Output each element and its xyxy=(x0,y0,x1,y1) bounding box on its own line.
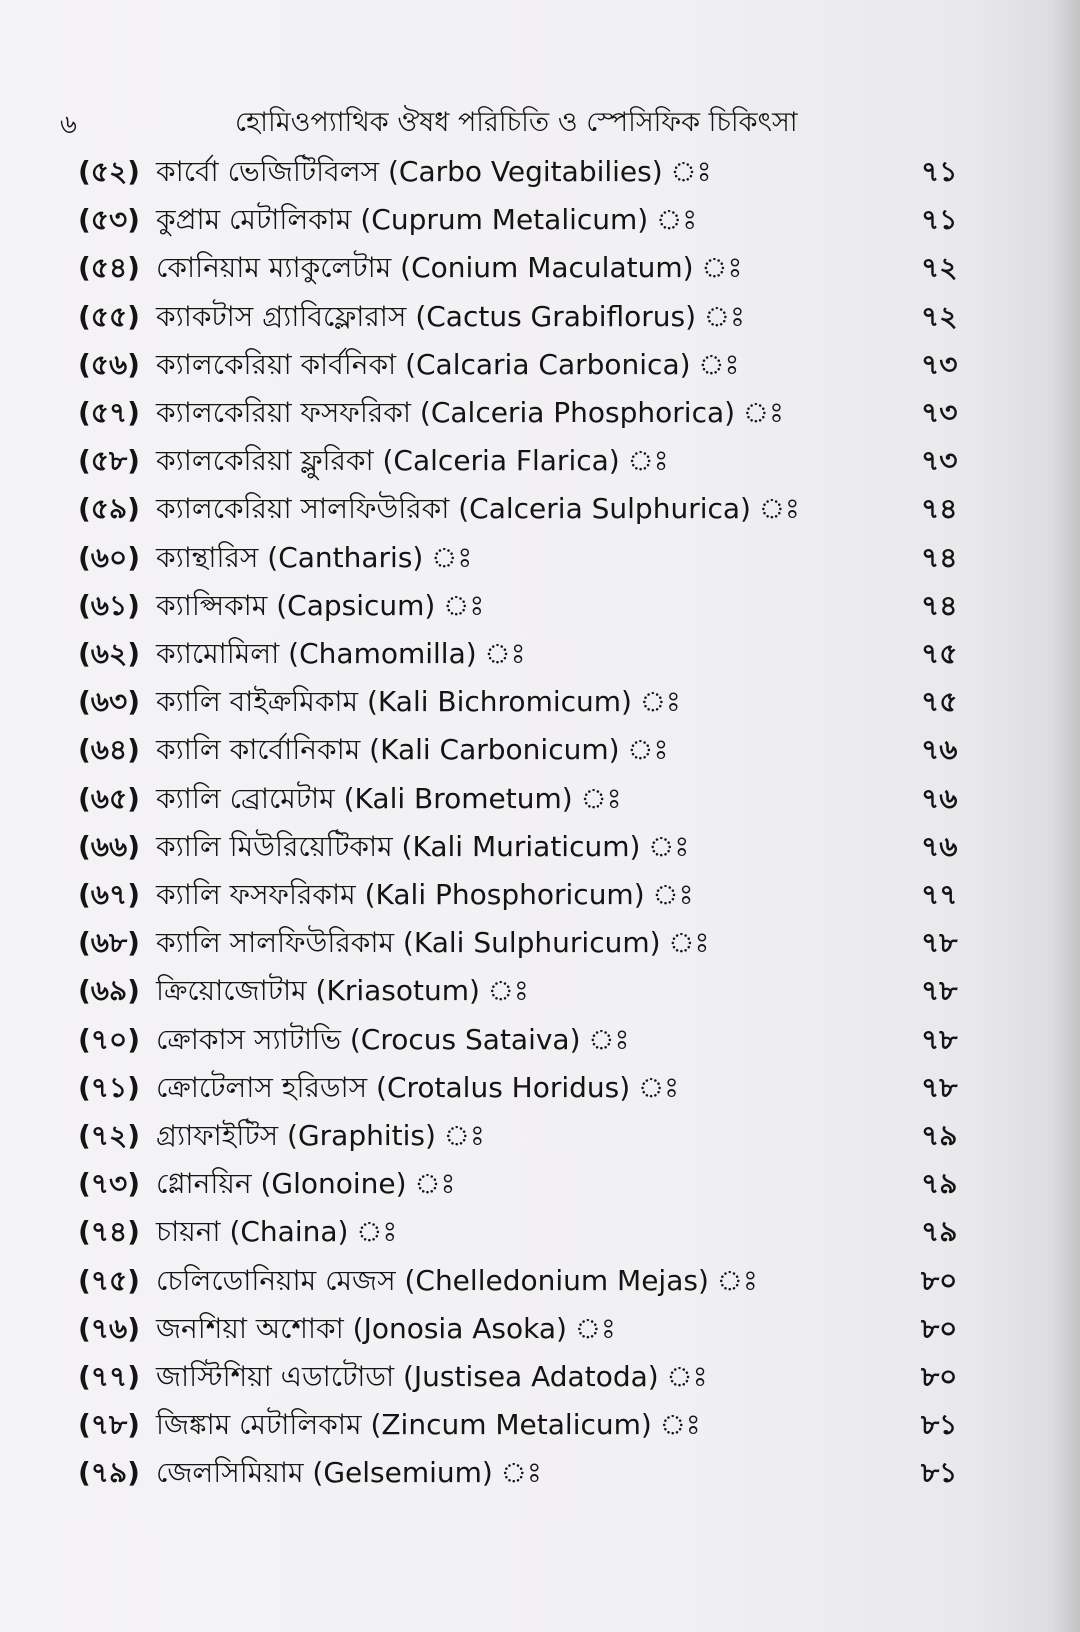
entry-title: ক্যালি সালফিউরিকাম (Kali Sulphuricum) ঃ xyxy=(156,926,710,960)
entry-title: ক্যালি ফসফরিকাম (Kali Phosphoricum) ঃ xyxy=(156,878,694,911)
entry-number: (৫৮) xyxy=(78,444,140,478)
toc-entry xyxy=(78,923,978,963)
entry-title: ক্রোকাস স্যাটাভি (Crocus Sataiva) ঃ xyxy=(156,1022,630,1056)
toc-entry xyxy=(78,1453,978,1493)
entry-page-number: ৭৭ xyxy=(921,878,958,911)
entry-number: (৬২) xyxy=(78,637,141,670)
toc-entry xyxy=(78,1164,978,1204)
running-header xyxy=(60,100,960,140)
entry-number: (৭৪) xyxy=(78,1215,140,1249)
entry-title: ক্যালি মিউরিয়েটিকাম (Kali Muriaticum) ঃ xyxy=(156,829,690,863)
entry-title: ক্যালকেরিয়া সালফিউরিকা (Calceria Sulphurica) ঃ xyxy=(156,492,800,526)
entry-title: চায়না (Chaina) ঃ xyxy=(156,1215,398,1249)
toc-entry xyxy=(78,152,978,192)
entry-title: জনশিয়া অশোকা (Jonosia Asoka) ঃ xyxy=(156,1311,616,1345)
toc-entry xyxy=(78,1068,978,1108)
entry-number: (৬১) xyxy=(78,588,140,622)
entry-page-number: ৭২ xyxy=(921,251,958,285)
entry-title: ক্রোটেলাস হরিডাস (Crotalus Horidus) ঃ xyxy=(156,1070,680,1104)
entry-page-number: ৮০ xyxy=(921,1360,958,1393)
entry-number: (৫৪) xyxy=(78,251,140,285)
entry-number: (৭২) xyxy=(78,1119,141,1152)
entry-page-number: ৭৬ xyxy=(921,781,958,815)
entry-page-number: ৭৯ xyxy=(921,1119,958,1152)
entry-page-number: ৭৮ xyxy=(921,1070,958,1104)
entry-page-number: ৭৩ xyxy=(921,396,958,429)
entry-title: ক্যাপ্সিকাম (Capsicum) ঃ xyxy=(156,588,485,622)
entry-number: (৫৭) xyxy=(78,396,140,429)
entry-page-number: ৭৩ xyxy=(921,444,958,478)
toc-entry xyxy=(78,489,978,529)
entry-number: (৬৬) xyxy=(78,829,141,863)
entry-number: (৭৮) xyxy=(78,1408,140,1442)
running-title: হোমিওপ্যাথিক ঔষধ পরিচিতি ও স্পেসিফিক চিকিৎসা xyxy=(235,107,798,138)
toc-entry xyxy=(78,634,978,674)
toc-entry xyxy=(78,393,978,433)
entry-title: ক্রিয়োজোটাম (Kriasotum) ঃ xyxy=(156,974,529,1008)
entry-page-number: ৭৯ xyxy=(921,1167,958,1201)
toc-entry xyxy=(78,1212,978,1252)
entry-page-number: ৭৮ xyxy=(921,974,958,1008)
entry-title: ক্যান্থারিস (Cantharis) ঃ xyxy=(156,540,473,574)
toc-entry xyxy=(78,827,978,867)
entry-title: ক্যামোমিলা (Chamomilla) ঃ xyxy=(156,637,526,670)
entry-number: (৭৯) xyxy=(78,1456,140,1490)
toc-entry xyxy=(78,586,978,626)
toc-entry xyxy=(78,682,978,722)
toc-entry xyxy=(78,875,978,915)
entry-page-number: ৭৪ xyxy=(921,540,958,574)
toc-entry xyxy=(78,538,978,578)
entry-title: ক্যালি কার্বোনিকাম (Kali Carbonicum) ঃ xyxy=(156,733,669,767)
entry-page-number: ৭৪ xyxy=(921,492,958,526)
entry-number: (৭০) xyxy=(78,1022,141,1056)
entry-page-number: ৭৬ xyxy=(921,829,958,863)
toc-entry xyxy=(78,1357,978,1397)
entry-number: (৬৩) xyxy=(78,685,141,719)
entry-page-number: ৭১ xyxy=(921,203,958,237)
toc-entry xyxy=(78,1309,978,1349)
entry-page-number: ৭৫ xyxy=(921,637,958,670)
entry-number: (৫৫) xyxy=(78,299,140,333)
entry-title: চেলিডোনিয়াম মেজস (Chelledonium Mejas) ঃ xyxy=(156,1263,758,1297)
entry-title: কোনিয়াম ম্যাকুলেটাম (Conium Maculatum) ঃ xyxy=(156,251,743,285)
entry-title: কার্বো ভেজিটিবিলস (Carbo Vegitabilies) ঃ xyxy=(156,155,712,188)
toc-entry xyxy=(78,1405,978,1445)
toc-entry xyxy=(78,779,978,819)
entry-page-number: ৮১ xyxy=(921,1408,958,1442)
entry-number: (৭৬) xyxy=(78,1311,141,1345)
entry-page-number: ৭৮ xyxy=(921,1022,958,1056)
entry-page-number: ৮১ xyxy=(921,1456,958,1490)
page-edge-shadow xyxy=(1052,0,1080,1632)
entry-title: ক্যাকটাস গ্র্যাবিফ্লোরাস (Cactus Grabiflorus) ঃ xyxy=(156,299,745,333)
toc-entry xyxy=(78,297,978,337)
entry-number: (৫৬) xyxy=(78,347,140,381)
toc-entry xyxy=(78,1261,978,1301)
toc-entry xyxy=(78,248,978,288)
entry-page-number: ৭২ xyxy=(921,299,958,333)
entry-page-number: ৭৪ xyxy=(921,588,958,622)
entry-title: ক্যালকেরিয়া ফসফরিকা (Calceria Phosphorica) ঃ xyxy=(156,396,784,429)
entry-number: (৫৯) xyxy=(78,492,140,526)
entry-title: ক্যালি ব্রোমেটাম (Kali Brometum) ঃ xyxy=(156,781,622,815)
entry-number: (৬০) xyxy=(78,540,141,574)
entry-page-number: ৭৩ xyxy=(921,347,958,381)
entry-title: ক্যালকেরিয়া কার্বনিকা (Calcaria Carbonica) ঃ xyxy=(156,347,740,381)
entry-number: (৬৯) xyxy=(78,974,140,1008)
entry-number: (৭৭) xyxy=(78,1360,141,1393)
toc-entry xyxy=(78,971,978,1011)
toc-entry xyxy=(78,345,978,385)
entry-number: (৬৫) xyxy=(78,781,140,815)
toc-entry xyxy=(78,441,978,481)
toc-entry xyxy=(78,1116,978,1156)
entry-title: গ্র্যাফাইটিস (Graphitis) ঃ xyxy=(156,1119,485,1152)
entry-page-number: ৮০ xyxy=(921,1263,958,1297)
entry-page-number: ৭৬ xyxy=(921,733,958,767)
entry-number: (৫২) xyxy=(78,155,140,188)
entry-number: (৭৫) xyxy=(78,1263,140,1297)
entry-number: (৬৪) xyxy=(78,733,140,767)
entry-page-number: ৭১ xyxy=(921,155,958,188)
toc-entry xyxy=(78,730,978,770)
entry-title: গ্লোনয়িন (Glonoine) ঃ xyxy=(156,1167,456,1201)
entry-title: জেলসিমিয়াম (Gelsemium) ঃ xyxy=(156,1456,542,1490)
entry-number: (৫৩) xyxy=(78,203,140,237)
entry-title: ক্যালকেরিয়া ফ্লুরিকা (Calceria Flarica) ঃ xyxy=(156,444,669,478)
entry-page-number: ৭৯ xyxy=(921,1215,958,1249)
entry-title: জাস্টিশিয়া এডাটোডা (Justisea Adatoda) ঃ xyxy=(156,1360,708,1393)
entry-number: (৭১) xyxy=(78,1070,140,1104)
entry-page-number: ৮০ xyxy=(921,1311,958,1345)
toc-entry xyxy=(78,1020,978,1060)
entry-title: কুপ্রাম মেটালিকাম (Cuprum Metalicum) ঃ xyxy=(156,203,698,237)
page-number: ৬ xyxy=(60,110,77,140)
entry-number: (৬৭) xyxy=(78,878,141,911)
entry-page-number: ৭৫ xyxy=(921,685,958,719)
entry-title: ক্যালি বাইক্রমিকাম (Kali Bichromicum) ঃ xyxy=(156,685,681,719)
toc-entry xyxy=(78,200,978,240)
entry-title: জিঙ্কাম মেটালিকাম (Zincum Metalicum) ঃ xyxy=(156,1408,701,1442)
entry-number: (৬৮) xyxy=(78,926,140,960)
entry-page-number: ৭৮ xyxy=(921,926,958,960)
entry-number: (৭৩) xyxy=(78,1167,141,1201)
